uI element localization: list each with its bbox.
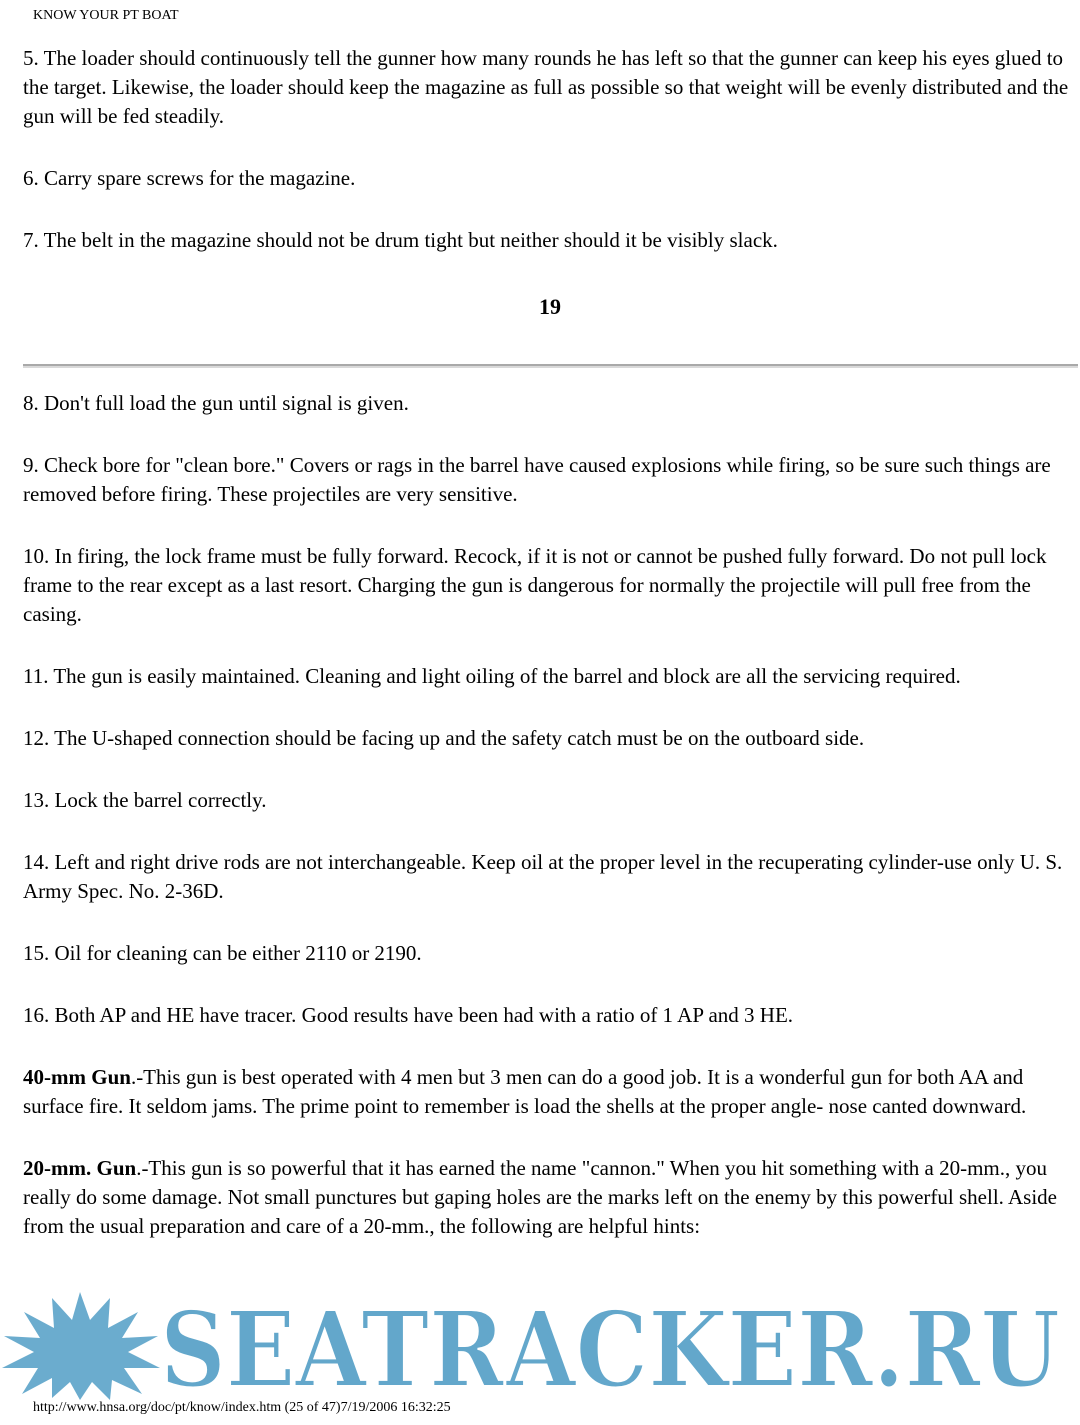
paragraph-12: 12. The U-shaped connection should be facing up and the safety catch must be on the outboard side. xyxy=(23,726,865,750)
paragraph-9: 9. Check bore for "clean bore." Covers or rags in the barrel have caused explosions while firing, so be sure such things are removed before firing. These projectiles are very sensitive. xyxy=(23,453,1051,506)
page-number: 19 xyxy=(539,294,561,319)
paragraph-15: 15. Oil for cleaning can be either 2110 or 2190. xyxy=(23,941,422,965)
paragraph-40mm-gun xyxy=(23,1063,1075,1121)
paragraph-10: 10. In firing, the lock frame must be fully forward. Recock, if it is not or cannot be pushed fully forward. Do not pull lock frame to the rear except as a last resort. Charging the gun is dangerous for normally the projectile will pull free from the casing. xyxy=(23,544,1047,626)
paragraph-16: 16. Both AP and HE have tracer. Good results have been had with a ratio of 1 AP and 3 HE. xyxy=(23,1003,794,1027)
watermark-text: SEATRACKER.RU xyxy=(160,1290,1060,1400)
heading-20mm-gun: 20-mm. Gun xyxy=(23,1156,137,1180)
paragraph-8: 8. Don't full load the gun until signal is given. xyxy=(23,391,409,415)
content-top xyxy=(23,44,1075,255)
paragraph-14: 14. Left and right drive rods are not interchangeable. Keep oil at the proper level in the recuperating cylinder-use only U. S. Army Spec. No. 2-36D. xyxy=(23,850,1063,903)
running-header: KNOW YOUR PT BOAT xyxy=(33,8,179,23)
paragraph-11: 11. The gun is easily maintained. Cleaning and light oiling of the barrel and block are all the servicing required. xyxy=(23,664,961,688)
paragraph-13: 13. Lock the barrel correctly. xyxy=(23,788,267,812)
text-20mm-gun: .-This gun is so powerful that it has earned the name "cannon." When you hit something with a 20-mm., you really do some damage. Not small punctures but gaping holes are the marks left on the enemy by this powerful shell. Aside from the usual preparation and care of a 20-mm., the following are helpful hints: xyxy=(23,1156,1058,1238)
content-bottom xyxy=(23,389,1075,1241)
starburst-icon xyxy=(2,1292,160,1400)
paragraph-6: 6. Carry spare screws for the magazine. xyxy=(23,166,356,190)
heading-40mm-gun: 40-mm Gun xyxy=(23,1065,131,1089)
watermark xyxy=(0,1290,1080,1400)
page-divider xyxy=(23,364,1078,368)
footer-url: http://www.hnsa.org/doc/pt/know/index.htm (25 of 47)7/19/2006 16:32:25 xyxy=(33,1400,451,1415)
paragraph-20mm-gun xyxy=(23,1154,1075,1241)
text-40mm-gun: .-This gun is best operated with 4 men but 3 men can do a good job. It is a wonderful gun for both AA and surface fire. It seldom jams. The prime point to remember is load the shells at the proper angle- nose canted downward. xyxy=(23,1065,1027,1118)
paragraph-7: 7. The belt in the magazine should not be drum tight but neither should it be visibly slack. xyxy=(23,228,778,252)
paragraph-5: 5. The loader should continuously tell the gunner how many rounds he has left so that the gunner can keep his eyes glued to the target. Likewise, the loader should keep the magazine as full as possible so that weight will be evenly distributed and the gun will be fed steadily. xyxy=(23,46,1069,128)
